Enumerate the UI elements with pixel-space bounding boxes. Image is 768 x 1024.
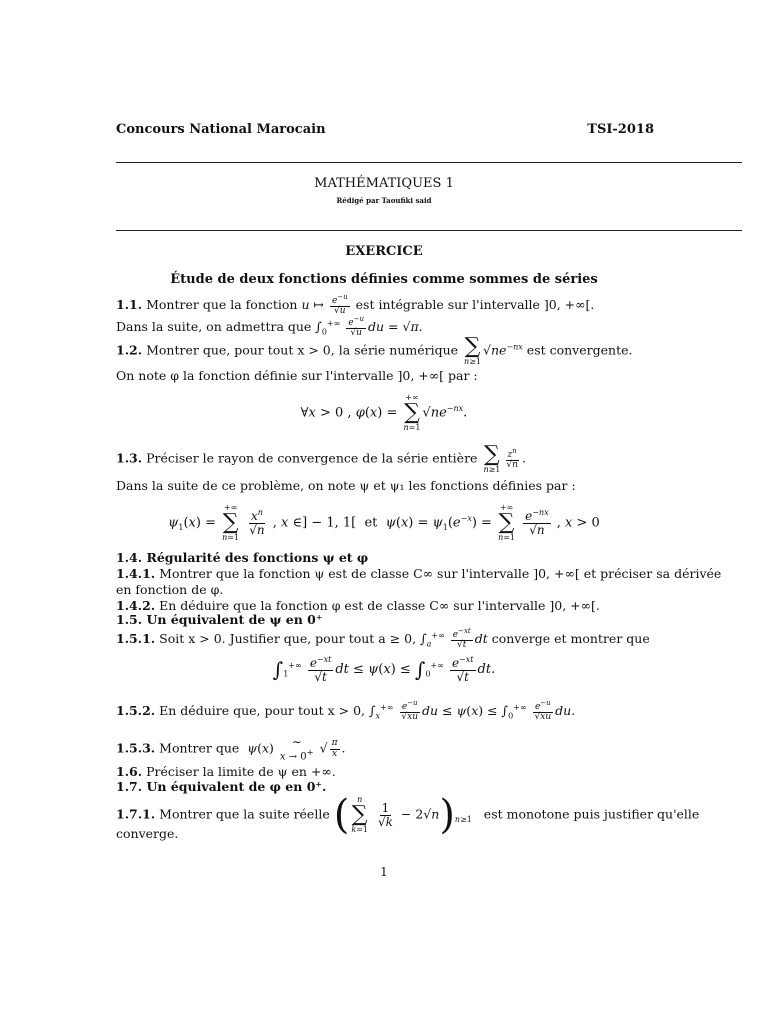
question-1-6 <box>116 764 656 779</box>
question-1-7-heading: 1.7. Un équivalent de φ en 0⁺. <box>116 779 327 794</box>
page-number: 1 <box>380 865 388 879</box>
question-label: 1.5.3. <box>116 740 156 756</box>
section-subtitle: Étude de deux fonctions définies comme sommes de séries <box>170 272 598 287</box>
question-1-4-1 <box>116 566 722 581</box>
inequality-formula: $\int_1^{+\infty}$ $\frac{e^{-xt}}{√t}$ dt ≤ $\psi(x) \le \int_0^{+\infty}$ $\frac{e^{-xt}}{√t}$ dt. <box>272 655 496 684</box>
question-label: 1.3. <box>116 450 143 466</box>
question-1-1-note: Dans la suite, on admettra que $\int_0^{+\infty}$ $\frac{e^{-u}}{√u}$ du = √π. <box>116 315 423 339</box>
question-text-tail: est monotone puis justifier qu'elle <box>483 806 700 822</box>
divider-bottom <box>116 230 742 231</box>
question-label: 1.1. <box>116 296 143 312</box>
question-label: 1.5.1. <box>116 630 156 646</box>
question-text: Montrer que <box>159 740 240 756</box>
question-text: Montrer que la fonction ψ est de classe C∞ sur l'intervalle ]0, +∞[ et préciser sa dérivée <box>159 566 722 581</box>
question-text: Montrer que la fonction <box>146 296 298 312</box>
question-text: En déduire que, pour tout x > 0, <box>159 702 365 718</box>
question-text: En déduire que la fonction φ est de classe C∞ sur l'intervalle ]0, +∞[. <box>159 598 600 613</box>
question-1-5-3: 1.5.3. Montrer que ψ(x) ∼ x → 0+ √ $\frac{\pi}{x}$ . <box>116 735 346 763</box>
exam-code: TSI-2018 <box>587 122 654 137</box>
phi-definition: On note φ la fonction définie sur l'intervalle ]0, +∞[ par : <box>116 368 478 383</box>
question-1-5-heading: 1.5. Un équivalent de ψ en 0⁺ <box>116 612 323 627</box>
question-text-tail: est intégrable sur l'intervalle ]0, +∞[. <box>355 296 595 312</box>
question-label: 1.5.2. <box>116 702 156 718</box>
question-1-5-2: 1.5.2. En déduire que, pour tout x > 0, $\int_x^{+\infty}$ $\frac{e^{-u}}{√xu}$ du ≤ $\psi(x) \le \int_0^{+\infty}$ $\frac{e^{-u}}{√xu}$ du. <box>116 699 576 723</box>
phi-formula: ∀x > 0 , φ(x) = +∞ ∑ n=1 $√ne^{-nx}$. <box>300 393 468 432</box>
question-1-7-1-cont: converge. <box>116 826 179 841</box>
question-label: 1.7.1. <box>116 806 156 822</box>
question-1-4-1-cont: en fonction de φ. <box>116 582 224 597</box>
question-text: Montrer que la suite réelle <box>159 806 330 822</box>
question-label: 1.2. <box>116 342 143 358</box>
question-label: 1.6. <box>116 764 143 779</box>
question-1-4-2 <box>116 598 656 613</box>
question-text: Soit x > 0. Justifier que, pour tout a ≥ 0, <box>159 630 417 646</box>
question-1-1: 1.1. Montrer que la fonction u ↦ $\frac{e^{-u}}{√u}$ est intégrable sur l'intervalle ]0, +∞[. <box>116 293 595 317</box>
question-1-2: 1.2. Montrer que, pour tout x > 0, la série numérique ∑ n≥1 $√ne^{-nx}$ est convergente. <box>116 334 633 366</box>
question-1-5-1: 1.5.1. Soit x > 0. Justifier que, pour tout a ≥ 0, $\int_a^{+\infty}$ $\frac{e^{-xt}}{√t}$ dt converge et montrer que <box>116 627 650 651</box>
question-label: 1.4.2. <box>116 598 156 613</box>
divider-top <box>116 162 742 163</box>
question-1-7-1: 1.7.1. Montrer que la suite réelle ( n ∑ k=1 $\frac{1}{√k}$ − $2√n)_{n\ge 1}$ est monotone puis justifier qu'elle <box>116 792 700 838</box>
document-title: MATHÉMATIQUES 1 <box>314 176 454 191</box>
section-title: EXERCICE <box>345 244 423 259</box>
question-text: Préciser le rayon de convergence de la série entière <box>146 450 478 466</box>
question-1-4-heading: 1.4. Régularité des fonctions ψ et φ <box>116 550 369 565</box>
psi-definition: Dans la suite de ce problème, on note ψ et ψ₁ les fonctions définies par : <box>116 478 576 493</box>
question-text: Préciser la limite de ψ en +∞. <box>146 764 336 779</box>
author-line: Rédigé par Taoufiki said <box>336 196 432 205</box>
question-text-tail: est convergente. <box>526 342 633 358</box>
question-text-tail: converge et montrer que <box>491 630 650 646</box>
contest-name: Concours National Marocain <box>116 122 326 137</box>
question-text: Dans la suite, on admettra que <box>116 318 312 334</box>
psi-formula: $\psi_1(x)$ = +∞ ∑ n=1 $\frac{x^n}{√n}$ , x ∈] − 1, 1[ et $\psi(x) = \psi_1(e^{-x})$ = +∞ ∑ n=1 $\frac{e^{-nx}}{√n}$ , x > 0 <box>168 503 600 542</box>
question-label: 1.4.1. <box>116 566 156 581</box>
question-text: Montrer que, pour tout x > 0, la série numérique <box>146 342 459 358</box>
page-header <box>116 122 654 137</box>
question-1-3: 1.3. Préciser le rayon de convergence de la série entière ∑ n≥1 $\frac{z^n}{√n}$ . <box>116 442 526 474</box>
